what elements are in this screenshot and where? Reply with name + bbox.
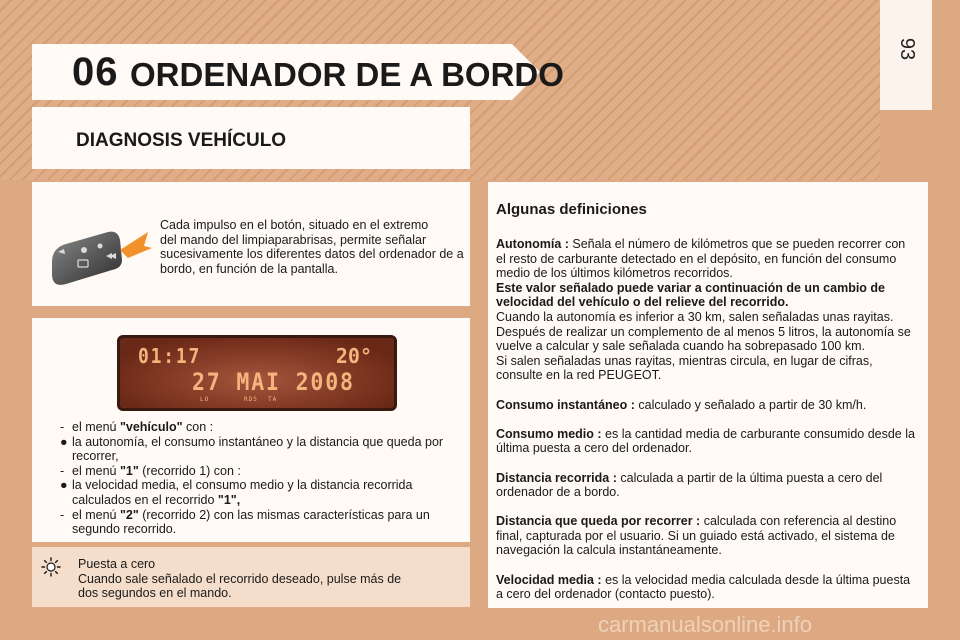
list-text-pre: la velocidad media, el consumo medio y la distancia recorrida: [72, 478, 413, 493]
definition-text: el resto de carburante detectado en el depósito, en función del consumo: [496, 251, 897, 266]
definition-text: consulte en la red PEUGEOT.: [496, 368, 662, 383]
chapter-number: 06: [72, 50, 119, 94]
display-indicator-rds: RDS: [244, 396, 258, 403]
list-text-pre: recorrer,: [72, 449, 119, 464]
definition-text: vuelve a calcular y sale señalada cuando ha sobrepasado 100 km.: [496, 339, 865, 354]
definition-text: medio de los últimos kilómetros recorridos.: [496, 266, 733, 281]
section-title: DIAGNOSIS VEHÍCULO: [76, 130, 287, 151]
definitions-title: Algunas definiciones: [496, 201, 647, 218]
definition-term: Distancia que queda por recorrer :: [496, 514, 701, 529]
definition-term: Velocidad media :: [496, 572, 602, 587]
list-item: [60, 522, 460, 537]
tip-text: Puesta a cero Cuando sale señalado el recorrido deseado, pulse más de dos segundos en el mando.: [78, 557, 402, 601]
watermark: carmanualsonline.info: [598, 612, 813, 637]
list-text-post: (recorrido 2) con las mismas características para un: [138, 507, 430, 522]
display-temperature: 20°: [335, 344, 372, 368]
definition-item: [496, 427, 924, 456]
intro-text: Cada impulso en el botón, situado en el extremo del mando del limpiaparabrisas, permite señalar sucesivamente los diferentes datos del ordenador de a bordo, en función de la pantalla.: [160, 218, 464, 276]
definition-item: [496, 471, 924, 500]
definition-item: [496, 514, 924, 558]
definition-item: [496, 398, 924, 413]
list-item: [60, 478, 460, 493]
definition-term: Consumo instantáneo :: [496, 397, 635, 412]
list-item: [60, 435, 460, 450]
display-date: 27 MAI 2008: [192, 368, 355, 396]
multifunction-display: [117, 335, 397, 411]
definition-note: velocidad del vehículo o del relieve del recorrido.: [496, 295, 789, 310]
list-marker: -: [60, 463, 65, 478]
display-time: 01:17: [138, 344, 202, 368]
wiper-stalk-icon: [48, 222, 154, 290]
list-marker: -: [60, 420, 65, 434]
display-indicator-lo: LO: [200, 396, 210, 403]
definition-text: calculada a partir de la última puesta a cero del: [616, 470, 883, 485]
list-marker: ●: [60, 478, 68, 493]
definition-text: es la cantidad media de carburante consumido desde la: [601, 426, 915, 441]
menu-list: [60, 420, 460, 537]
list-item: [60, 493, 460, 508]
definition-text: Cuando la autonomía es inferior a 30 km, salen señaladas unas rayitas.: [496, 309, 894, 324]
definition-text: calculada con referencia al destino: [700, 514, 897, 529]
definition-text: ordenador de a bordo.: [496, 485, 620, 500]
definition-text: última puesta a cero del ordenador.: [496, 441, 692, 456]
list-item: [60, 420, 460, 435]
list-text-bold: "vehículo": [119, 420, 183, 434]
definition-text: Señala el número de kilómetros que se pueden recorrer con: [568, 237, 906, 251]
list-text-pre: el menú: [72, 463, 120, 478]
definition-text: final, capturada por el usuario. Si un guiado está activado, el sistema de: [496, 528, 895, 543]
definition-term: Distancia recorrida :: [496, 470, 617, 485]
definition-term: Consumo medio :: [496, 426, 602, 441]
list-item: [60, 508, 460, 523]
definition-text: navegación la calcula instantáneamente.: [496, 543, 722, 558]
list-item: [60, 449, 460, 464]
list-text-bold: "1": [119, 463, 139, 478]
definition-text: Si salen señaladas unas rayitas, mientras circula, en lugar de cifras,: [496, 353, 873, 368]
page-number: 93: [896, 37, 918, 61]
definition-text: a cero del ordenador (contacto puesto).: [496, 587, 715, 602]
definition-item: [496, 237, 924, 383]
list-marker: -: [60, 507, 65, 522]
chapter-title: ORDENADOR DE A BORDO: [130, 56, 564, 93]
list-text-pre: el menú: [72, 420, 120, 434]
display-indicator-ta: TA: [268, 396, 278, 403]
definition-term: Autonomía :: [496, 237, 569, 251]
list-text-pre: calculados en el recorrido: [72, 492, 218, 507]
list-text-post: (recorrido 1) con :: [138, 463, 241, 478]
list-text-pre: la autonomía, el consumo instantáneo y la distancia que queda por: [72, 434, 444, 449]
sun-icon: [41, 557, 61, 577]
list-text-pre: segundo recorrido.: [72, 522, 177, 537]
list-text-pre: el menú: [72, 507, 120, 522]
list-text-bold: "2": [119, 507, 139, 522]
list-text-bold: "1",: [217, 492, 241, 507]
definition-text: calculado y señalado a partir de 30 km/h.: [634, 397, 867, 412]
list-marker: ●: [60, 434, 68, 449]
definition-text: es la velocidad media calculada desde la última puesta: [601, 572, 911, 587]
definitions-list: [496, 237, 924, 616]
list-text-post: con :: [182, 420, 214, 434]
definition-item: [496, 573, 924, 602]
list-item: [60, 464, 460, 479]
definition-text: Después de realizar un complemento de al menos 5 litros, la autonomía se: [496, 324, 911, 339]
definition-note: Este valor señalado puede variar a continuación de un cambio de: [496, 280, 886, 295]
